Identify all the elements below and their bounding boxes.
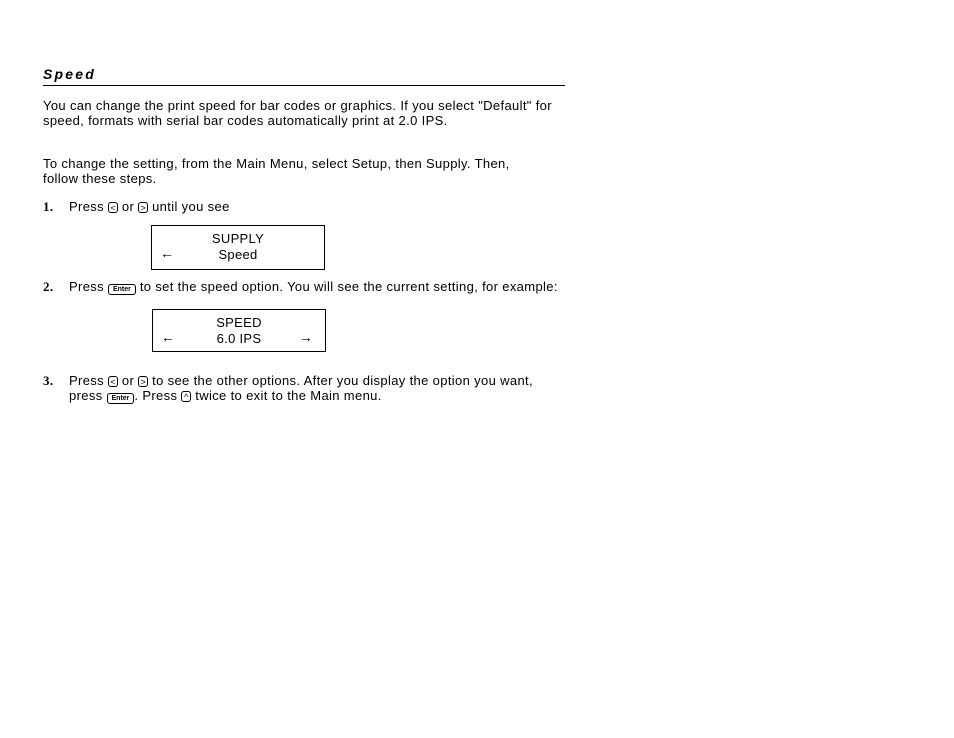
step-text-fragment: . Press [134,387,182,403]
lcd-line-2: 6.0 IPS [216,331,262,346]
right-arrow-icon: → [298,329,313,345]
up-arrow-key-icon: ^ [181,391,191,402]
step-text-fragment: Press [69,279,108,294]
intro-paragraph-2: To change the setting, from the Main Menu, select Setup, then Supply. Then, follow these steps. [43,156,510,186]
left-arrow-key-icon: < [108,202,118,213]
step-text-fragment: until you see [148,199,230,214]
intro-paragraph-1: You can change the print speed for bar codes or graphics. If you select "Default" for speed, formats with serial bar codes automatically print at 2.0 IPS. [43,98,552,128]
step-text-fragment: or [117,373,139,388]
step-text [69,200,565,215]
step-text [69,280,565,295]
enter-key-icon: Enter [108,284,136,295]
step-number: 2. [43,279,54,294]
section-title: Speed [43,66,97,82]
left-arrow-icon: ← [160,245,175,261]
section-heading [43,66,565,86]
step-number: 3. [43,373,54,388]
step-text-fragment: to set the speed option. You will see the current setting, for example: [135,279,558,294]
step-text [69,374,565,404]
step-number: 1. [43,199,54,214]
lcd-display-speed [152,309,326,352]
enter-key-icon: Enter [107,393,135,404]
lcd-line-1: SUPPLY [211,231,265,246]
lcd-display-supply [151,225,325,270]
lcd-line-1: SPEED [216,315,262,330]
left-arrow-icon: ← [161,329,176,345]
step-text-fragment: twice to exit to the Main menu. [191,387,382,403]
step-text-fragment: Press [69,373,108,388]
step-text-fragment: or [117,199,139,214]
step-text-fragment: Press [69,199,108,214]
left-arrow-key-icon: < [108,376,118,387]
right-arrow-key-icon: > [138,376,148,387]
right-arrow-key-icon: > [138,202,148,213]
lcd-line-2: Speed [218,247,258,262]
step-text-fragment: to see the other options. After you display the option you want, press [69,373,533,403]
